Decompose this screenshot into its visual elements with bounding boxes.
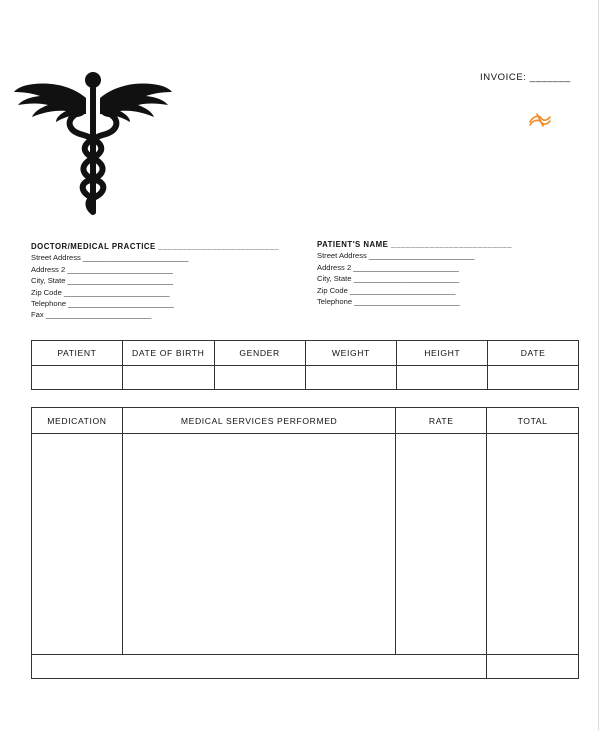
- rate-cell[interactable]: [396, 434, 487, 655]
- medication-cell[interactable]: [32, 434, 123, 655]
- col-header-services: MEDICAL SERVICES PERFORMED: [122, 408, 395, 434]
- patient-cell[interactable]: [32, 366, 123, 390]
- table-header-row: [32, 341, 579, 366]
- patient-city-line: City, State _________________________: [317, 274, 460, 284]
- doctor-heading: DOCTOR/MEDICAL PRACTICE _________________________: [31, 242, 280, 251]
- table-row: [32, 434, 579, 655]
- patient-street-line: Street Address _________________________: [317, 251, 475, 261]
- table-row: [32, 366, 579, 390]
- col-header-rate: RATE: [396, 408, 487, 434]
- col-header-patient: PATIENT: [32, 341, 123, 366]
- table-header-row: [32, 408, 579, 434]
- grand-total-cell[interactable]: [487, 655, 579, 679]
- dollar-swirl-icon: [527, 112, 553, 128]
- dob-cell[interactable]: [122, 366, 214, 390]
- col-header-height: HEIGHT: [397, 341, 488, 366]
- doctor-fax-line: Fax _________________________: [31, 310, 152, 320]
- col-header-medication: MEDICATION: [32, 408, 123, 434]
- patient-heading: PATIENT'S NAME _________________________: [317, 240, 512, 249]
- col-header-gender: GENDER: [214, 341, 305, 366]
- page-edge: [598, 0, 599, 730]
- col-header-dob: DATE OF BIRTH: [122, 341, 214, 366]
- date-cell[interactable]: [488, 366, 579, 390]
- doctor-info: [31, 241, 301, 321]
- patient-telephone-line: Telephone _________________________: [317, 297, 460, 307]
- patient-zip-line: Zip Code _________________________: [317, 285, 456, 295]
- height-cell[interactable]: [397, 366, 488, 390]
- col-header-total: TOTAL: [487, 408, 579, 434]
- weight-cell[interactable]: [305, 366, 397, 390]
- doctor-telephone-line: Telephone _________________________: [31, 299, 174, 309]
- table-footer-row: [32, 655, 579, 679]
- services-table: [31, 407, 579, 679]
- total-cell[interactable]: [487, 434, 579, 655]
- invoice-number-label: INVOICE: _______: [480, 72, 571, 83]
- doctor-city-line: City, State _________________________: [31, 276, 174, 286]
- doctor-street-line: Street Address _________________________: [31, 253, 189, 263]
- patient-info: [317, 239, 587, 307]
- patient-details-table: [31, 340, 579, 390]
- col-header-weight: WEIGHT: [305, 341, 397, 366]
- doctor-address2-line: Address 2 _________________________: [31, 264, 173, 274]
- services-cell[interactable]: [122, 434, 395, 655]
- footer-label-cell: [32, 655, 487, 679]
- patient-address2-line: Address 2 _________________________: [317, 262, 459, 272]
- caduceus-icon: [12, 70, 176, 218]
- col-header-date: DATE: [488, 341, 579, 366]
- doctor-zip-line: Zip Code _________________________: [31, 287, 170, 297]
- gender-cell[interactable]: [214, 366, 305, 390]
